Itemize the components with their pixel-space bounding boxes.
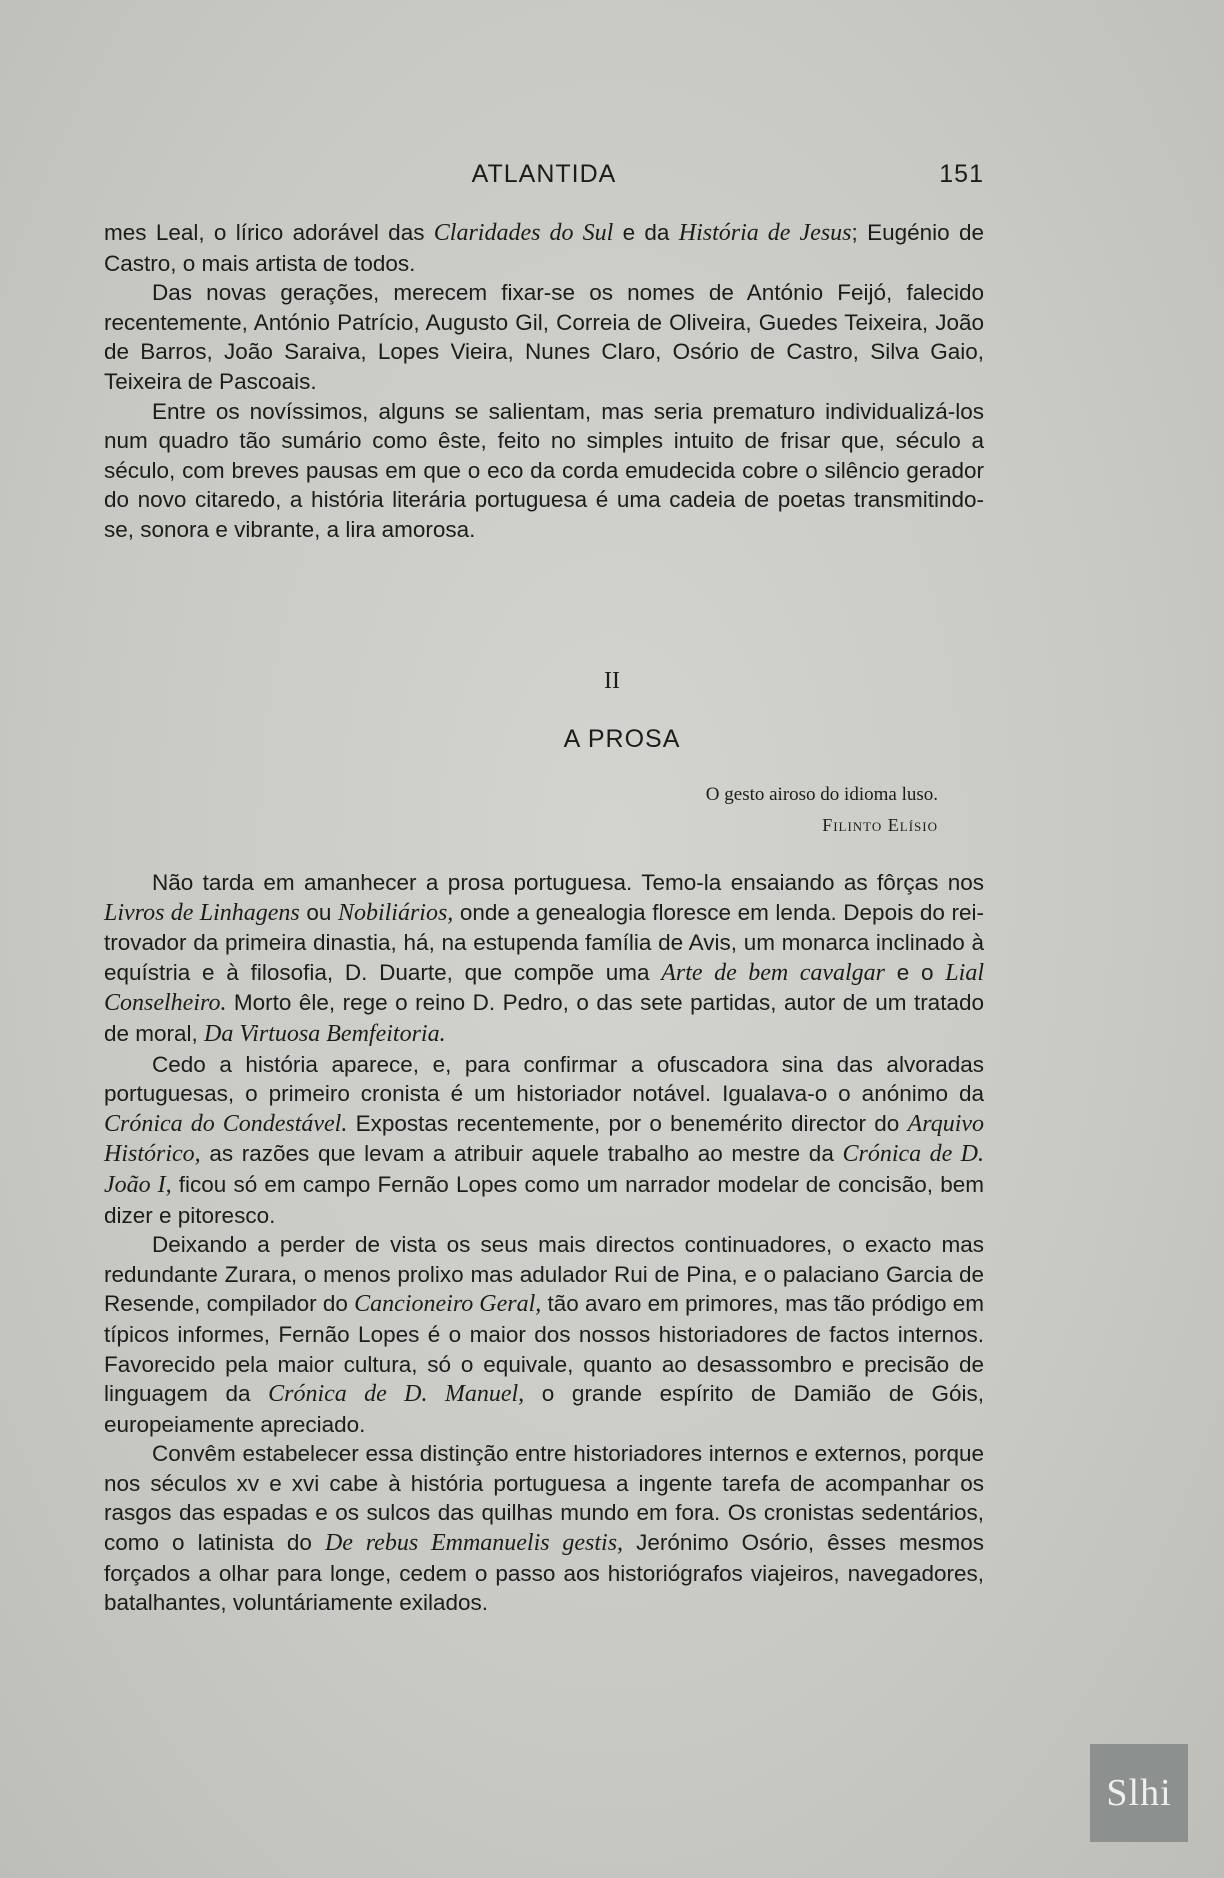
paragraph	[104, 1230, 984, 1439]
text-run: mes Leal, o lírico adorável das	[104, 220, 434, 245]
italic-title: Crónica do Condestável.	[104, 1110, 348, 1137]
prose-section-text	[104, 868, 984, 1618]
italic-title: Arte de bem cavalgar	[661, 959, 886, 986]
page-number: 151	[939, 160, 984, 188]
paragraph	[104, 278, 984, 396]
text-run: Das novas gerações, merecem fixar-se os nomes de António Feijó, falecido recentemente, António Patrício, Augusto Gil, Correia de Oliveira, Guedes Teixeira, João de Barros, João Saraiva, Lopes Vieira, Nunes Claro, Osório de Castro, Silva Gaio, Teixeira de Pascoais.	[104, 280, 984, 394]
italic-title: Cancioneiro Geral,	[354, 1291, 542, 1318]
text-run: Expostas recentemente, por o benemérito director do	[347, 1110, 908, 1136]
epigraph-text: O gesto airoso do idioma luso.	[705, 784, 938, 805]
italic-title: Livros de Linhagens	[104, 899, 300, 926]
text-run: as razões que levam a atribuir aquele trabalho ao mestre da	[200, 1141, 843, 1167]
paragraph	[104, 1050, 984, 1231]
running-title: ATLANTIDA	[471, 160, 617, 188]
running-header	[104, 160, 984, 190]
text-run: ficou só em campo Fernão Lopes como um narrador modelar de concisão, bem dizer e pitoresco.	[104, 1171, 984, 1228]
text-run: o grande espírito de Damião de Góis, europeiamente apreciado.	[104, 1381, 984, 1437]
italic-title: De rebus Emmanuelis gestis,	[324, 1530, 624, 1557]
text-run: Entre os novíssimos, alguns se salientam, mas seria prematuro individualizá-los num quadro tão sumário como êste, feito no simples intuito de frisar que, século a século, com breves pausas em que o eco da corda emudecida cobre o silêncio gerador do novo citaredo, a história literária portuguesa é uma cadeia de poetas transmitindo-se, sonora e vibrante, a lira amorosa.	[104, 398, 984, 542]
text-run: Jerónimo Osório, êsses mesmos forçados a olhar para longe, cedem o passo aos historiógrafos viajeiros, navegadores, batalhantes, voluntáriamente exilados.	[104, 1530, 985, 1616]
italic-title: Arquivo Histórico,	[104, 1110, 985, 1168]
text-run: Morto êle, rege o reino D. Pedro, o das sete partidas, autor de um tratado de moral,	[104, 990, 984, 1046]
text-run: ; Eugénio de Castro, o mais artista de todos.	[104, 220, 984, 276]
epigraph	[706, 780, 938, 840]
italic-title: Crónica de D. Manuel,	[268, 1381, 525, 1408]
text-run: onde a genealogia floresce em lenda. Depois do rei-trovador da primeira dinastia, há, na estupenda família de Avis, um monarca inclinado à equístria e à filosofia, D. Duarte, que compõe uma	[104, 899, 985, 985]
paragraph	[104, 397, 984, 545]
text-run: Convêm estabelecer essa distinção entre historiadores internos e externos, porque nos séculos xv e xvi cabe à história portuguesa a ingente tarefa de acompanhar os rasgos das espadas e os sulcos das quilhas mundo em fora. Os cronistas sedentários, como o latinista do	[104, 1441, 984, 1556]
continued-text	[104, 218, 984, 545]
epigraph-author: Filinto Elísio	[822, 815, 938, 835]
text-run: e da	[613, 220, 679, 245]
text-run: Cedo a história aparece, e, para confirmar a ofuscadora sina das alvoradas portuguesas, o primeiro cronista é um historiador notável. Igualava-o o anónimo da	[104, 1051, 984, 1107]
text-run: Não tarda em amanhecer a prosa portuguesa. Temo-la ensaiando as fôrças nos	[152, 870, 984, 895]
italic-title: Crónica de D. João I,	[104, 1141, 984, 1198]
library-logo: Slhi	[1090, 1744, 1188, 1842]
paragraph	[104, 868, 984, 1050]
italic-title: Da Virtuosa Bemfeitoria.	[204, 1020, 446, 1047]
text-run: tão avaro em primores, mas tão pródigo em típicos informes, Fernão Lopes é o maior dos nossos historiadores de factos internos. Favorecido pela maior cultura, só o equivale, quanto ao desassombro e precisão de linguagem da	[104, 1291, 984, 1407]
text-run: e o	[885, 959, 946, 985]
text-run: Deixando a perder de vista os seus mais directos continuadores, o exacto mas redundante Zurara, o menos prolixo mas adulador Rui de Pina, e o palaciano Garcia de Resende, compilador do	[104, 1232, 984, 1317]
italic-title: Nobiliários,	[337, 899, 454, 926]
italic-title: História de Jesus	[678, 220, 852, 246]
paragraph	[104, 218, 984, 278]
paragraph	[104, 1439, 984, 1618]
section-title: A PROSA	[563, 725, 681, 753]
text-run: ou	[299, 899, 338, 925]
section-number: II	[604, 668, 620, 694]
italic-title: Claridades do Sul	[433, 220, 614, 246]
italic-title: Lial Conselheiro.	[104, 959, 984, 1017]
